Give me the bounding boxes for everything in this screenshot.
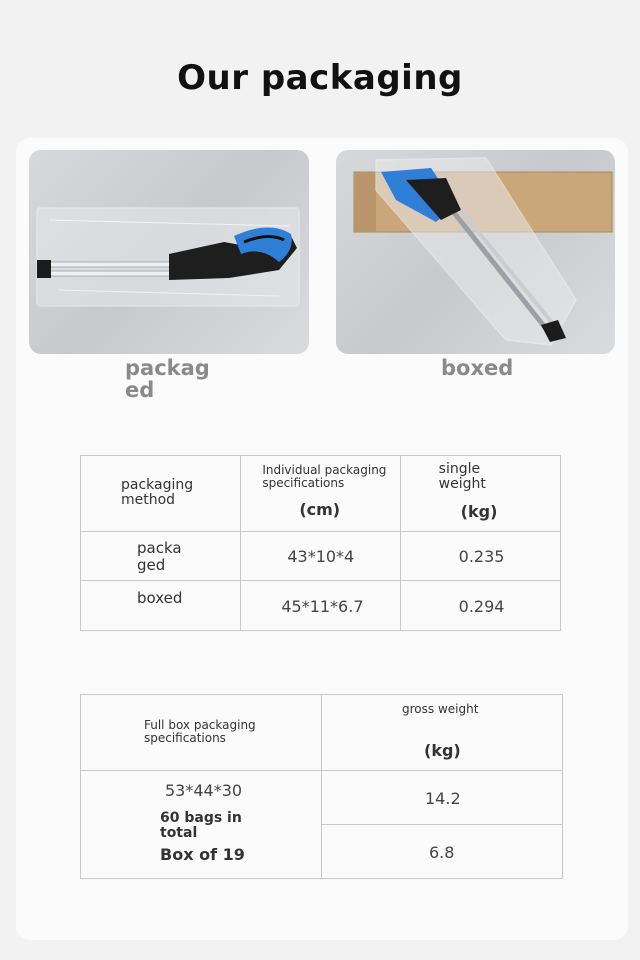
page-title: Our packaging (177, 58, 463, 98)
table-row: boxed (81, 581, 241, 631)
caption-packaged: packag ed (125, 356, 210, 402)
table-row: packa ged (81, 532, 241, 581)
caption-boxed: boxed (441, 356, 514, 380)
bagged-product-photo (29, 150, 309, 354)
full-box-packaging-table: Full box packaging specifications gross weight (kg) 53*44*30 60 bags in total Box of 19 14.2 6.8 (80, 694, 563, 879)
table-row: 53*44*30 60 bags in total Box of 19 (81, 771, 322, 879)
boxed-product-photo (336, 150, 615, 354)
header-individual-spec: Individual packaging specifications (cm) (241, 456, 400, 532)
header-gross-weight: gross weight (kg) (322, 695, 563, 771)
header-full-box-spec: Full box packaging specifications (81, 695, 322, 771)
individual-packaging-table: packaging method Individual packaging specifications (cm) single weight (kg) packa ged 43*10*4 0.235 boxed 45*11*6.7 0.294 (80, 455, 561, 631)
header-packaging-method: packaging method (81, 456, 241, 532)
header-single-weight: single weight (kg) (400, 456, 560, 532)
